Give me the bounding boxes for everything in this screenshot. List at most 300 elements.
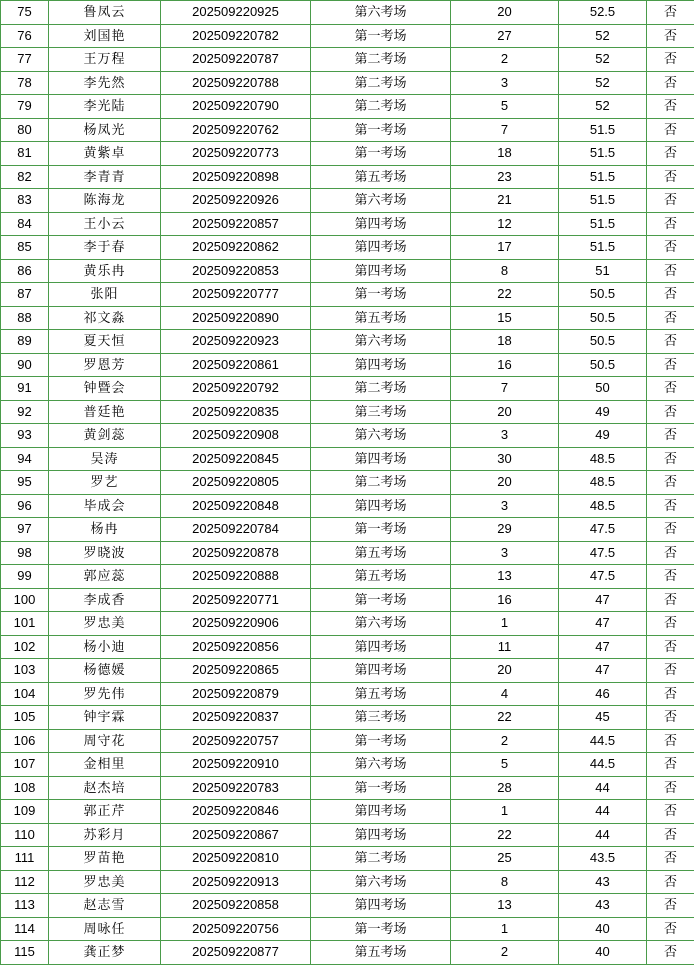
table-row[interactable]	[1, 400, 694, 424]
cell-name[interactable]: 罗忠美	[49, 612, 161, 636]
cell-id[interactable]: 202509220783	[161, 776, 311, 800]
cell-flag[interactable]: 否	[647, 753, 694, 777]
cell-seat[interactable]: 28	[451, 776, 559, 800]
cell-score[interactable]: 51	[559, 259, 647, 283]
table-row[interactable]	[1, 95, 694, 119]
cell-seat[interactable]: 7	[451, 377, 559, 401]
cell-id[interactable]: 202509220792	[161, 377, 311, 401]
cell-room[interactable]: 第四考场	[311, 212, 451, 236]
cell-flag[interactable]: 否	[647, 706, 694, 730]
table-row[interactable]	[1, 259, 694, 283]
cell-flag[interactable]: 否	[647, 776, 694, 800]
cell-flag[interactable]: 否	[647, 165, 694, 189]
cell-room[interactable]: 第一考场	[311, 142, 451, 166]
cell-no[interactable]: 78	[1, 71, 49, 95]
cell-flag[interactable]: 否	[647, 894, 694, 918]
cell-no[interactable]: 91	[1, 377, 49, 401]
table-row[interactable]	[1, 612, 694, 636]
cell-flag[interactable]: 否	[647, 1, 694, 25]
cell-flag[interactable]: 否	[647, 612, 694, 636]
cell-room[interactable]: 第六考场	[311, 330, 451, 354]
table-row[interactable]	[1, 48, 694, 72]
cell-seat[interactable]: 8	[451, 259, 559, 283]
cell-no[interactable]: 111	[1, 847, 49, 871]
cell-name[interactable]: 李成香	[49, 588, 161, 612]
cell-score[interactable]: 47	[559, 612, 647, 636]
cell-no[interactable]: 114	[1, 917, 49, 941]
cell-room[interactable]: 第一考场	[311, 518, 451, 542]
cell-id[interactable]: 202509220877	[161, 941, 311, 965]
table-row[interactable]	[1, 424, 694, 448]
cell-name[interactable]: 王万程	[49, 48, 161, 72]
cell-flag[interactable]: 否	[647, 283, 694, 307]
table-row[interactable]	[1, 565, 694, 589]
cell-score[interactable]: 50.5	[559, 330, 647, 354]
cell-score[interactable]: 40	[559, 917, 647, 941]
cell-flag[interactable]: 否	[647, 518, 694, 542]
cell-flag[interactable]: 否	[647, 682, 694, 706]
cell-flag[interactable]: 否	[647, 259, 694, 283]
cell-id[interactable]: 202509220773	[161, 142, 311, 166]
cell-score[interactable]: 45	[559, 706, 647, 730]
cell-seat[interactable]: 17	[451, 236, 559, 260]
cell-no[interactable]: 87	[1, 283, 49, 307]
cell-name[interactable]: 钟宇霖	[49, 706, 161, 730]
cell-id[interactable]: 202509220913	[161, 870, 311, 894]
cell-seat[interactable]: 7	[451, 118, 559, 142]
cell-id[interactable]: 202509220865	[161, 659, 311, 683]
cell-no[interactable]: 83	[1, 189, 49, 213]
cell-no[interactable]: 86	[1, 259, 49, 283]
table-row[interactable]	[1, 635, 694, 659]
cell-no[interactable]: 108	[1, 776, 49, 800]
cell-room[interactable]: 第五考场	[311, 941, 451, 965]
cell-seat[interactable]: 16	[451, 588, 559, 612]
cell-score[interactable]: 47	[559, 588, 647, 612]
cell-room[interactable]: 第二考场	[311, 48, 451, 72]
table-row[interactable]	[1, 377, 694, 401]
cell-flag[interactable]: 否	[647, 870, 694, 894]
cell-room[interactable]: 第一考场	[311, 729, 451, 753]
table-row[interactable]	[1, 447, 694, 471]
cell-room[interactable]: 第四考场	[311, 823, 451, 847]
cell-room[interactable]: 第五考场	[311, 165, 451, 189]
cell-name[interactable]: 杨凤光	[49, 118, 161, 142]
cell-room[interactable]: 第一考场	[311, 588, 451, 612]
cell-no[interactable]: 98	[1, 541, 49, 565]
cell-score[interactable]: 50.5	[559, 353, 647, 377]
cell-score[interactable]: 44.5	[559, 753, 647, 777]
cell-seat[interactable]: 4	[451, 682, 559, 706]
cell-score[interactable]: 40	[559, 941, 647, 965]
cell-no[interactable]: 94	[1, 447, 49, 471]
cell-id[interactable]: 202509220898	[161, 165, 311, 189]
cell-seat[interactable]: 12	[451, 212, 559, 236]
cell-flag[interactable]: 否	[647, 659, 694, 683]
cell-id[interactable]: 202509220784	[161, 518, 311, 542]
cell-no[interactable]: 76	[1, 24, 49, 48]
cell-no[interactable]: 77	[1, 48, 49, 72]
cell-name[interactable]: 周守花	[49, 729, 161, 753]
cell-no[interactable]: 93	[1, 424, 49, 448]
cell-score[interactable]: 48.5	[559, 471, 647, 495]
cell-no[interactable]: 103	[1, 659, 49, 683]
cell-flag[interactable]: 否	[647, 24, 694, 48]
cell-no[interactable]: 100	[1, 588, 49, 612]
cell-seat[interactable]: 2	[451, 941, 559, 965]
table-row[interactable]	[1, 776, 694, 800]
cell-score[interactable]: 51.5	[559, 142, 647, 166]
table-row[interactable]	[1, 729, 694, 753]
cell-score[interactable]: 52	[559, 24, 647, 48]
cell-seat[interactable]: 5	[451, 95, 559, 119]
cell-no[interactable]: 92	[1, 400, 49, 424]
table-row[interactable]	[1, 870, 694, 894]
cell-seat[interactable]: 2	[451, 48, 559, 72]
cell-name[interactable]: 金相里	[49, 753, 161, 777]
cell-no[interactable]: 115	[1, 941, 49, 965]
cell-room[interactable]: 第四考场	[311, 353, 451, 377]
cell-room[interactable]: 第四考场	[311, 635, 451, 659]
cell-seat[interactable]: 5	[451, 753, 559, 777]
cell-name[interactable]: 黄乐冉	[49, 259, 161, 283]
cell-id[interactable]: 202509220857	[161, 212, 311, 236]
cell-name[interactable]: 罗苗艳	[49, 847, 161, 871]
cell-score[interactable]: 51.5	[559, 212, 647, 236]
cell-flag[interactable]: 否	[647, 823, 694, 847]
cell-flag[interactable]: 否	[647, 447, 694, 471]
cell-id[interactable]: 202509220790	[161, 95, 311, 119]
cell-id[interactable]: 202509220846	[161, 800, 311, 824]
cell-seat[interactable]: 3	[451, 424, 559, 448]
cell-score[interactable]: 52	[559, 48, 647, 72]
table-row[interactable]	[1, 800, 694, 824]
cell-id[interactable]: 202509220782	[161, 24, 311, 48]
cell-score[interactable]: 47	[559, 635, 647, 659]
cell-score[interactable]: 47.5	[559, 518, 647, 542]
cell-name[interactable]: 夏天恒	[49, 330, 161, 354]
cell-flag[interactable]: 否	[647, 48, 694, 72]
cell-room[interactable]: 第五考场	[311, 565, 451, 589]
table-row[interactable]	[1, 1, 694, 25]
cell-seat[interactable]: 16	[451, 353, 559, 377]
cell-score[interactable]: 44	[559, 776, 647, 800]
cell-id[interactable]: 202509220805	[161, 471, 311, 495]
table-row[interactable]	[1, 706, 694, 730]
table-row[interactable]	[1, 24, 694, 48]
cell-no[interactable]: 113	[1, 894, 49, 918]
cell-name[interactable]: 赵杰培	[49, 776, 161, 800]
cell-no[interactable]: 95	[1, 471, 49, 495]
cell-name[interactable]: 李于春	[49, 236, 161, 260]
cell-id[interactable]: 202509220910	[161, 753, 311, 777]
table-row[interactable]	[1, 494, 694, 518]
cell-room[interactable]: 第一考场	[311, 283, 451, 307]
cell-name[interactable]: 陈海龙	[49, 189, 161, 213]
cell-no[interactable]: 90	[1, 353, 49, 377]
cell-id[interactable]: 202509220762	[161, 118, 311, 142]
cell-name[interactable]: 罗艺	[49, 471, 161, 495]
cell-score[interactable]: 50.5	[559, 306, 647, 330]
cell-name[interactable]: 王小云	[49, 212, 161, 236]
cell-score[interactable]: 47.5	[559, 541, 647, 565]
cell-no[interactable]: 88	[1, 306, 49, 330]
cell-score[interactable]: 46	[559, 682, 647, 706]
cell-seat[interactable]: 3	[451, 541, 559, 565]
cell-name[interactable]: 毕成会	[49, 494, 161, 518]
cell-id[interactable]: 202509220837	[161, 706, 311, 730]
cell-flag[interactable]: 否	[647, 800, 694, 824]
cell-seat[interactable]: 22	[451, 706, 559, 730]
cell-name[interactable]: 张阳	[49, 283, 161, 307]
cell-room[interactable]: 第一考场	[311, 24, 451, 48]
cell-seat[interactable]: 20	[451, 400, 559, 424]
table-row[interactable]	[1, 753, 694, 777]
cell-no[interactable]: 99	[1, 565, 49, 589]
cell-no[interactable]: 109	[1, 800, 49, 824]
cell-seat[interactable]: 3	[451, 71, 559, 95]
table-row[interactable]	[1, 682, 694, 706]
cell-id[interactable]: 202509220923	[161, 330, 311, 354]
cell-room[interactable]: 第六考场	[311, 424, 451, 448]
table-row[interactable]	[1, 236, 694, 260]
cell-room[interactable]: 第一考场	[311, 917, 451, 941]
cell-no[interactable]: 80	[1, 118, 49, 142]
table-row[interactable]	[1, 917, 694, 941]
cell-room[interactable]: 第二考场	[311, 847, 451, 871]
cell-id[interactable]: 202509220810	[161, 847, 311, 871]
cell-id[interactable]: 202509220858	[161, 894, 311, 918]
cell-no[interactable]: 96	[1, 494, 49, 518]
cell-score[interactable]: 43	[559, 870, 647, 894]
table-row[interactable]	[1, 212, 694, 236]
cell-flag[interactable]: 否	[647, 471, 694, 495]
cell-name[interactable]: 苏彩月	[49, 823, 161, 847]
table-row[interactable]	[1, 330, 694, 354]
cell-name[interactable]: 刘国艳	[49, 24, 161, 48]
cell-id[interactable]: 202509220853	[161, 259, 311, 283]
cell-room[interactable]: 第四考场	[311, 494, 451, 518]
cell-name[interactable]: 李先然	[49, 71, 161, 95]
cell-room[interactable]: 第四考场	[311, 659, 451, 683]
cell-flag[interactable]: 否	[647, 729, 694, 753]
cell-seat[interactable]: 27	[451, 24, 559, 48]
cell-name[interactable]: 杨德媛	[49, 659, 161, 683]
table-row[interactable]	[1, 541, 694, 565]
cell-score[interactable]: 47.5	[559, 565, 647, 589]
cell-score[interactable]: 51.5	[559, 118, 647, 142]
table-row[interactable]	[1, 588, 694, 612]
cell-seat[interactable]: 11	[451, 635, 559, 659]
cell-room[interactable]: 第二考场	[311, 471, 451, 495]
cell-room[interactable]: 第三考场	[311, 400, 451, 424]
cell-no[interactable]: 110	[1, 823, 49, 847]
table-row[interactable]	[1, 283, 694, 307]
table-row[interactable]	[1, 659, 694, 683]
cell-room[interactable]: 第五考场	[311, 682, 451, 706]
cell-room[interactable]: 第二考场	[311, 71, 451, 95]
cell-no[interactable]: 85	[1, 236, 49, 260]
cell-no[interactable]: 89	[1, 330, 49, 354]
cell-no[interactable]: 84	[1, 212, 49, 236]
cell-room[interactable]: 第五考场	[311, 541, 451, 565]
cell-id[interactable]: 202509220777	[161, 283, 311, 307]
cell-room[interactable]: 第四考场	[311, 894, 451, 918]
cell-name[interactable]: 郭正芹	[49, 800, 161, 824]
cell-score[interactable]: 48.5	[559, 447, 647, 471]
cell-seat[interactable]: 1	[451, 800, 559, 824]
cell-no[interactable]: 79	[1, 95, 49, 119]
cell-id[interactable]: 202509220848	[161, 494, 311, 518]
table-row[interactable]	[1, 118, 694, 142]
cell-no[interactable]: 97	[1, 518, 49, 542]
cell-id[interactable]: 202509220926	[161, 189, 311, 213]
cell-flag[interactable]: 否	[647, 635, 694, 659]
cell-name[interactable]: 罗恩芳	[49, 353, 161, 377]
cell-flag[interactable]: 否	[647, 330, 694, 354]
cell-name[interactable]: 普廷艳	[49, 400, 161, 424]
table-row[interactable]	[1, 894, 694, 918]
cell-score[interactable]: 48.5	[559, 494, 647, 518]
cell-id[interactable]: 202509220878	[161, 541, 311, 565]
cell-score[interactable]: 47	[559, 659, 647, 683]
cell-id[interactable]: 202509220906	[161, 612, 311, 636]
cell-flag[interactable]: 否	[647, 917, 694, 941]
cell-name[interactable]: 龚正梦	[49, 941, 161, 965]
cell-room[interactable]: 第四考场	[311, 259, 451, 283]
cell-flag[interactable]: 否	[647, 189, 694, 213]
cell-id[interactable]: 202509220788	[161, 71, 311, 95]
cell-seat[interactable]: 18	[451, 142, 559, 166]
cell-seat[interactable]: 29	[451, 518, 559, 542]
cell-room[interactable]: 第一考场	[311, 118, 451, 142]
cell-score[interactable]: 51.5	[559, 189, 647, 213]
cell-id[interactable]: 202509220867	[161, 823, 311, 847]
cell-id[interactable]: 202509220908	[161, 424, 311, 448]
cell-id[interactable]: 202509220757	[161, 729, 311, 753]
cell-id[interactable]: 202509220771	[161, 588, 311, 612]
cell-score[interactable]: 43	[559, 894, 647, 918]
cell-score[interactable]: 50	[559, 377, 647, 401]
cell-room[interactable]: 第六考场	[311, 1, 451, 25]
cell-name[interactable]: 钟暨会	[49, 377, 161, 401]
cell-name[interactable]: 杨冉	[49, 518, 161, 542]
cell-seat[interactable]: 13	[451, 894, 559, 918]
cell-no[interactable]: 107	[1, 753, 49, 777]
cell-name[interactable]: 罗忠美	[49, 870, 161, 894]
cell-flag[interactable]: 否	[647, 212, 694, 236]
cell-score[interactable]: 50.5	[559, 283, 647, 307]
table-row[interactable]	[1, 189, 694, 213]
cell-flag[interactable]: 否	[647, 118, 694, 142]
table-row[interactable]	[1, 306, 694, 330]
cell-id[interactable]: 202509220756	[161, 917, 311, 941]
cell-flag[interactable]: 否	[647, 306, 694, 330]
cell-flag[interactable]: 否	[647, 142, 694, 166]
cell-no[interactable]: 106	[1, 729, 49, 753]
cell-flag[interactable]: 否	[647, 565, 694, 589]
cell-no[interactable]: 105	[1, 706, 49, 730]
cell-score[interactable]: 52	[559, 95, 647, 119]
cell-no[interactable]: 81	[1, 142, 49, 166]
cell-name[interactable]: 鲁凤云	[49, 1, 161, 25]
table-row[interactable]	[1, 941, 694, 965]
cell-name[interactable]: 黄剑蕊	[49, 424, 161, 448]
cell-id[interactable]: 202509220862	[161, 236, 311, 260]
table-row[interactable]	[1, 518, 694, 542]
cell-score[interactable]: 51.5	[559, 236, 647, 260]
cell-room[interactable]: 第四考场	[311, 800, 451, 824]
cell-name[interactable]: 赵志雪	[49, 894, 161, 918]
cell-id[interactable]: 202509220861	[161, 353, 311, 377]
cell-flag[interactable]: 否	[647, 353, 694, 377]
cell-seat[interactable]: 22	[451, 823, 559, 847]
cell-seat[interactable]: 1	[451, 612, 559, 636]
cell-id[interactable]: 202509220888	[161, 565, 311, 589]
cell-seat[interactable]: 15	[451, 306, 559, 330]
cell-room[interactable]: 第五考场	[311, 306, 451, 330]
cell-id[interactable]: 202509220787	[161, 48, 311, 72]
cell-score[interactable]: 43.5	[559, 847, 647, 871]
cell-id[interactable]: 202509220845	[161, 447, 311, 471]
cell-id[interactable]: 202509220835	[161, 400, 311, 424]
cell-flag[interactable]: 否	[647, 400, 694, 424]
cell-seat[interactable]: 25	[451, 847, 559, 871]
cell-flag[interactable]: 否	[647, 377, 694, 401]
cell-seat[interactable]: 22	[451, 283, 559, 307]
cell-flag[interactable]: 否	[647, 541, 694, 565]
cell-seat[interactable]: 18	[451, 330, 559, 354]
cell-name[interactable]: 郭应蕊	[49, 565, 161, 589]
table-row[interactable]	[1, 823, 694, 847]
cell-room[interactable]: 第四考场	[311, 447, 451, 471]
cell-id[interactable]: 202509220856	[161, 635, 311, 659]
cell-no[interactable]: 104	[1, 682, 49, 706]
cell-room[interactable]: 第六考场	[311, 612, 451, 636]
cell-seat[interactable]: 20	[451, 471, 559, 495]
cell-score[interactable]: 52	[559, 71, 647, 95]
cell-room[interactable]: 第三考场	[311, 706, 451, 730]
cell-flag[interactable]: 否	[647, 95, 694, 119]
cell-id[interactable]: 202509220890	[161, 306, 311, 330]
cell-score[interactable]: 49	[559, 400, 647, 424]
cell-id[interactable]: 202509220879	[161, 682, 311, 706]
cell-name[interactable]: 杨小迪	[49, 635, 161, 659]
cell-no[interactable]: 82	[1, 165, 49, 189]
cell-seat[interactable]: 2	[451, 729, 559, 753]
table-row[interactable]	[1, 71, 694, 95]
cell-flag[interactable]: 否	[647, 847, 694, 871]
cell-score[interactable]: 44	[559, 823, 647, 847]
cell-seat[interactable]: 3	[451, 494, 559, 518]
cell-room[interactable]: 第四考场	[311, 236, 451, 260]
cell-name[interactable]: 李光陆	[49, 95, 161, 119]
cell-room[interactable]: 第六考场	[311, 870, 451, 894]
cell-seat[interactable]: 1	[451, 917, 559, 941]
cell-no[interactable]: 102	[1, 635, 49, 659]
cell-flag[interactable]: 否	[647, 236, 694, 260]
cell-score[interactable]: 44.5	[559, 729, 647, 753]
table-row[interactable]	[1, 471, 694, 495]
cell-seat[interactable]: 20	[451, 1, 559, 25]
cell-flag[interactable]: 否	[647, 494, 694, 518]
cell-flag[interactable]: 否	[647, 588, 694, 612]
table-row[interactable]	[1, 142, 694, 166]
cell-no[interactable]: 75	[1, 1, 49, 25]
cell-flag[interactable]: 否	[647, 424, 694, 448]
cell-score[interactable]: 51.5	[559, 165, 647, 189]
cell-name[interactable]: 罗先伟	[49, 682, 161, 706]
